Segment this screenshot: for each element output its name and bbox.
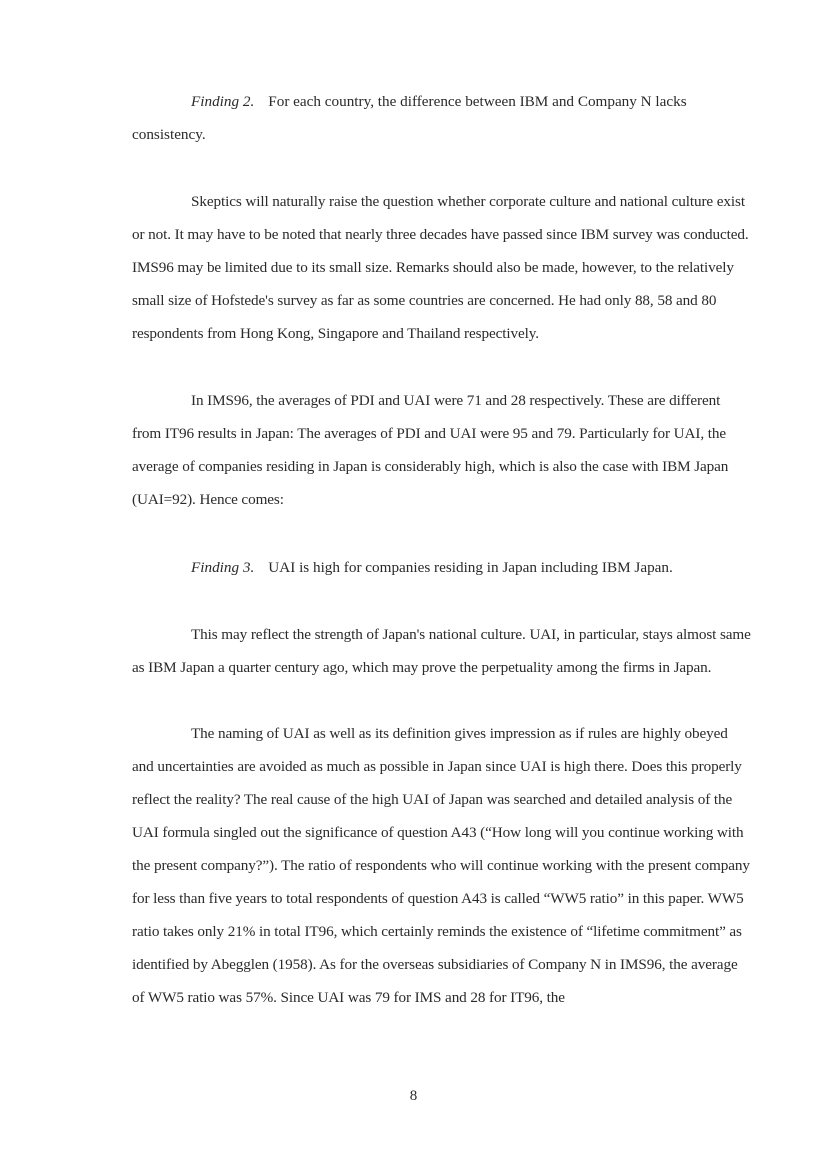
paragraph-ims96-averages: In IMS96, the averages of PDI and UAI were 71 and 28 respectively. These are different from IT96 results in Japan: The averages of PDI and UAI were 95 and 79. Particularly for UAI, the average of companies residing in Japan is considerably high, which is also the case with IBM Japan (UAI=92). Hence comes: — [132, 392, 729, 508]
paragraph-national-culture: This may reflect the strength of Japan's national culture. UAI, in particular, stays almost same as IBM Japan a quarter century ago, which may prove the perpetuality among the firms in Japan. — [132, 626, 751, 676]
paragraph-skeptics: Skeptics will naturally raise the question whether corporate culture and national culture exist or not. It may have to be noted that nearly three decades have passed since IBM survey was conducted. IMS96 may be limited due to its small size. Remarks should also be made, however, to the relatively small size of Hofstede's survey as far as some countries are concerned. He had only 88, 58 and 80 respondents from Hong Kong, Singapore and Thailand respectively. — [132, 193, 749, 342]
paragraph-uai-naming: The naming of UAI as well as its definition gives impression as if rules are highly obeyed and uncertainties are avoided as much as possible in Japan since UAI is high there. Does this properly reflect the reality? The real cause of the high UAI of Japan was searched and detailed analysis of the UAI formula singled out the significance of question A43 (“How long will you continue working with the present company?”). The ratio of respondents who will continue working with the present company for less than five years to total respondents of question A43 is called “WW5 ratio” in this paper. WW5 ratio takes only 21% in total IT96, which certainly reminds the existence of “lifetime commitment” as identified by Abegglen (1958). As for the overseas subsidiaries of Company N in IMS96, the average of WW5 ratio was 57%. Since UAI was 79 for IMS and 28 for IT96, the — [132, 725, 750, 1006]
finding-2-label: Finding 2. — [191, 93, 255, 110]
finding-2-text: For each country, the difference between IBM and Company N lacks consistency. — [132, 93, 687, 143]
finding-2 — [132, 85, 752, 151]
finding-3 — [191, 551, 771, 584]
finding-3-label: Finding 3. — [191, 559, 255, 576]
page-number: 8 — [409, 1088, 418, 1104]
finding-3-text: UAI is high for companies residing in Japan including IBM Japan. — [268, 559, 673, 576]
